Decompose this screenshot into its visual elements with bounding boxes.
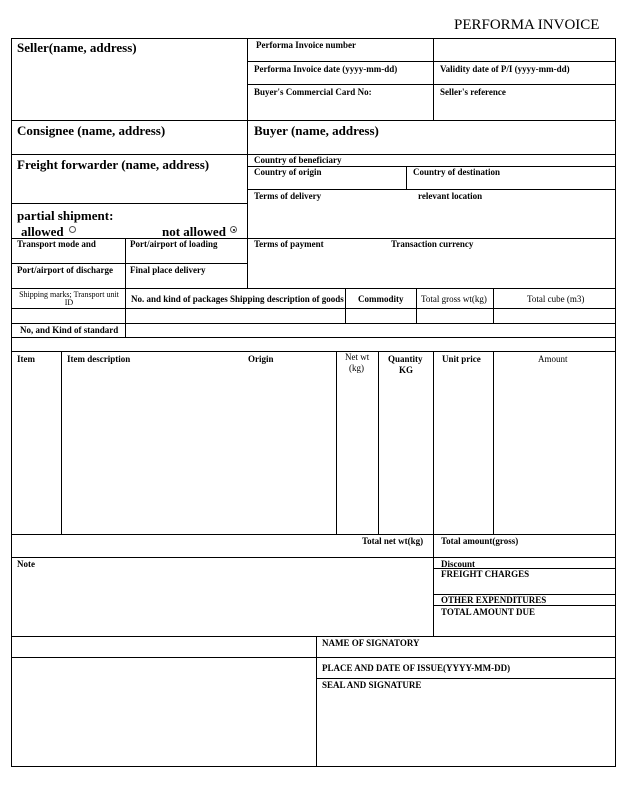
standard-label: No, and Kind of standard — [20, 325, 119, 335]
allowed-label: allowed — [21, 224, 64, 239]
allowed-radio[interactable] — [69, 226, 76, 233]
page-title: PERFORMA INVOICE — [454, 17, 600, 33]
pi-date-label: Performa Invoice date (yyyy-mm-dd) — [254, 64, 398, 74]
total-net-wt-label: Total net wt(kg) — [362, 536, 424, 546]
discount-label: Discount — [441, 559, 476, 569]
quantity-unit-header: KG — [399, 365, 414, 375]
place-date-issue-label: PLACE AND DATE OF ISSUE(YYYY-MM-DD) — [322, 663, 511, 673]
transaction-currency-label: Transaction currency — [391, 239, 474, 249]
country-beneficiary-label: Country of beneficiary — [254, 155, 342, 165]
total-cube-label: Total cube (m3) — [527, 294, 585, 304]
not-allowed-radio[interactable] — [230, 226, 237, 233]
country-origin-label: Country of origin — [254, 167, 322, 177]
freight-charges-label: FREIGHT CHARGES — [441, 569, 530, 579]
not-allowed-label: not allowed — [162, 224, 226, 239]
buyer-label: Buyer (name, address) — [254, 123, 379, 138]
country-destination-label: Country of destination — [413, 167, 501, 177]
item-description-header: Item description — [67, 354, 131, 364]
pi-number-label: Performa Invoice number — [256, 40, 356, 50]
seller-label: Seller(name, address) — [17, 40, 137, 55]
total-amount-gross-label: Total amount(gross) — [441, 536, 519, 546]
name-signatory-label: NAME OF SIGNATORY — [322, 638, 420, 648]
terms-payment-label: Terms of payment — [254, 239, 324, 249]
total-gross-label: Total gross wt(kg) — [421, 294, 487, 304]
quantity-header: Quantity — [388, 354, 423, 364]
relevant-location-label: relevant location — [418, 191, 483, 201]
net-wt-unit-header: (kg) — [349, 363, 364, 373]
total-amount-due-label: TOTAL AMOUNT DUE — [441, 607, 536, 617]
port-loading-label: Port/airport of loading — [130, 239, 218, 249]
seal-signature-label: SEAL AND SIGNATURE — [322, 680, 422, 690]
validity-date-label: Validity date of P/I (yyyy-mm-dd) — [440, 64, 570, 74]
buyer-card-label: Buyer's Commercial Card No: — [254, 87, 372, 97]
freight-forwarder-label: Freight forwarder (name, address) — [17, 157, 210, 172]
partial-shipment-label: partial shipment: — [17, 208, 114, 223]
origin-header: Origin — [248, 354, 274, 364]
port-discharge-label: Port/airport of discharge — [17, 265, 113, 275]
seller-reference-label: Seller's reference — [440, 87, 506, 97]
final-delivery-label: Final place delivery — [130, 265, 206, 275]
note-label: Note — [17, 559, 35, 569]
packages-description-label: No. and kind of packages Shipping description of goods — [131, 294, 344, 304]
other-expenditures-label: OTHER EXPENDITURES — [441, 595, 547, 605]
shipping-marks-label: Shipping marks; Transport unit ID — [19, 290, 119, 307]
net-wt-header: Net wt — [345, 352, 370, 362]
unit-price-header: Unit price — [442, 354, 481, 364]
consignee-label: Consignee (name, address) — [17, 123, 166, 138]
amount-header: Amount — [538, 354, 568, 364]
transport-mode-label: Transport mode and — [17, 239, 96, 249]
terms-delivery-label: Terms of delivery — [254, 191, 322, 201]
commodity-label: Commodity — [358, 294, 404, 304]
item-header: Item — [17, 354, 35, 364]
